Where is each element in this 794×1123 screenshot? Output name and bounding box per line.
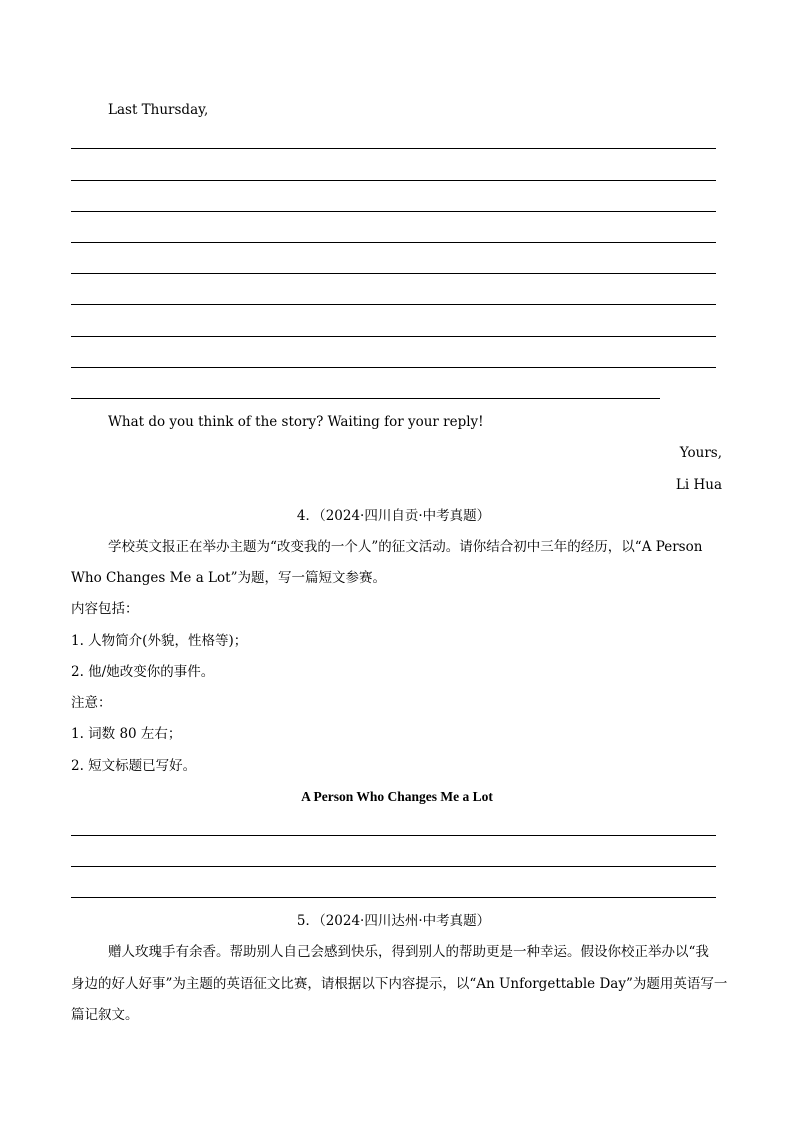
- content-item: 1. 人物简介(外貌，性格等)；: [71, 633, 248, 649]
- notes-heading: 注意：: [71, 695, 112, 711]
- writing-line: [71, 367, 716, 368]
- writing-line: [71, 304, 716, 305]
- writing-line: [71, 835, 716, 836]
- writing-line-short: [71, 398, 660, 399]
- letter-closing-question: What do you think of the story? Waiting for your reply!: [108, 414, 484, 430]
- question-5-intro-line-2: 身边的好人好事”为主题的英语征文比赛，请根据以下内容提示，以“An Unforgettable Day”为题用英语写一: [71, 976, 728, 992]
- question-5-header: 5．（2024·四川达州·中考真题）: [296, 913, 491, 929]
- writing-line: [71, 180, 716, 181]
- letter-sign-off: Yours,: [679, 445, 722, 461]
- content-heading: 内容包括：: [71, 601, 139, 617]
- essay-title: A Person Who Changes Me a Lot: [301, 789, 493, 804]
- question-4-intro-line-2: Who Changes Me a Lot”为题，写一篇短文参赛。: [71, 570, 386, 586]
- writing-line: [71, 336, 716, 337]
- content-item: 2. 他/她改变你的事件。: [71, 664, 215, 680]
- letter-opening: Last Thursday,: [108, 102, 209, 118]
- writing-line: [71, 242, 716, 243]
- notes-item: 2. 短文标题已写好。: [71, 758, 197, 774]
- question-5-intro-line-3: 篇记叙文。: [71, 1007, 139, 1023]
- writing-line: [71, 897, 716, 898]
- writing-line: [71, 148, 716, 149]
- question-4-header: 4．（2024·四川自贡·中考真题）: [296, 508, 491, 524]
- question-4-intro-line-1: 学校英文报正在举办主题为“改变我的一个人”的征文活动。请你结合初中三年的经历，以“A Person: [108, 539, 703, 555]
- letter-signature: Li Hua: [675, 477, 722, 493]
- writing-line: [71, 211, 716, 212]
- writing-line: [71, 866, 716, 867]
- question-5-intro-line-1: 赠人玫瑰手有余香。帮助别人自己会感到快乐，得到别人的帮助更是一种幸运。假设你校正举办以“我: [108, 944, 709, 960]
- writing-line: [71, 273, 716, 274]
- notes-item: 1. 词数 80 左右；: [71, 726, 182, 742]
